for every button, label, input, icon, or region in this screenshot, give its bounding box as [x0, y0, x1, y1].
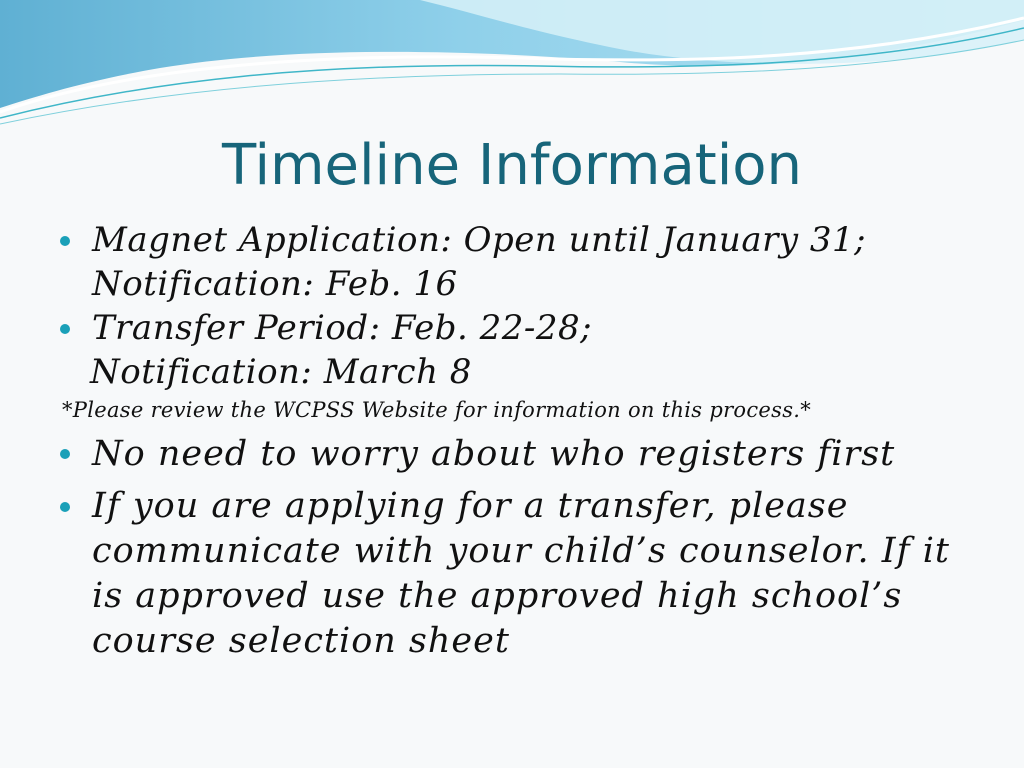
slide-body	[56, 218, 1006, 664]
bullet-transfer-counselor	[56, 484, 1006, 664]
bullet-dot-icon	[60, 449, 70, 459]
bullet-dot-icon	[60, 324, 70, 334]
bullet-dot-icon	[60, 236, 70, 246]
bullet-line: No need to worry about who registers first	[92, 434, 896, 474]
bullet-line: Transfer Period: Feb. 22-28;	[92, 308, 593, 348]
bullet-transfer-period	[56, 306, 1006, 394]
bullet-dot-icon	[60, 502, 70, 512]
bullet-line: Notification: Feb. 16	[92, 264, 458, 304]
bullet-line: communicate with your child’s counselor. If it	[92, 531, 950, 571]
bullet-magnet-application	[56, 218, 1006, 306]
bullet-line: Magnet Application: Open until January 31;	[92, 220, 867, 260]
bullet-line: course selection sheet	[92, 621, 510, 661]
bullet-no-need-to-worry	[56, 430, 1006, 478]
header-wave-decoration	[0, 0, 1024, 130]
bullet-line: is approved use the approved high school’s	[92, 576, 903, 616]
bullet-line: If you are applying for a transfer, please	[92, 486, 849, 526]
wcpss-note: *Please review the WCPSS Website for information on this process.*	[62, 398, 812, 422]
bullet-line: Notification: March 8	[90, 352, 472, 392]
slide-title: Timeline Information	[221, 133, 803, 198]
